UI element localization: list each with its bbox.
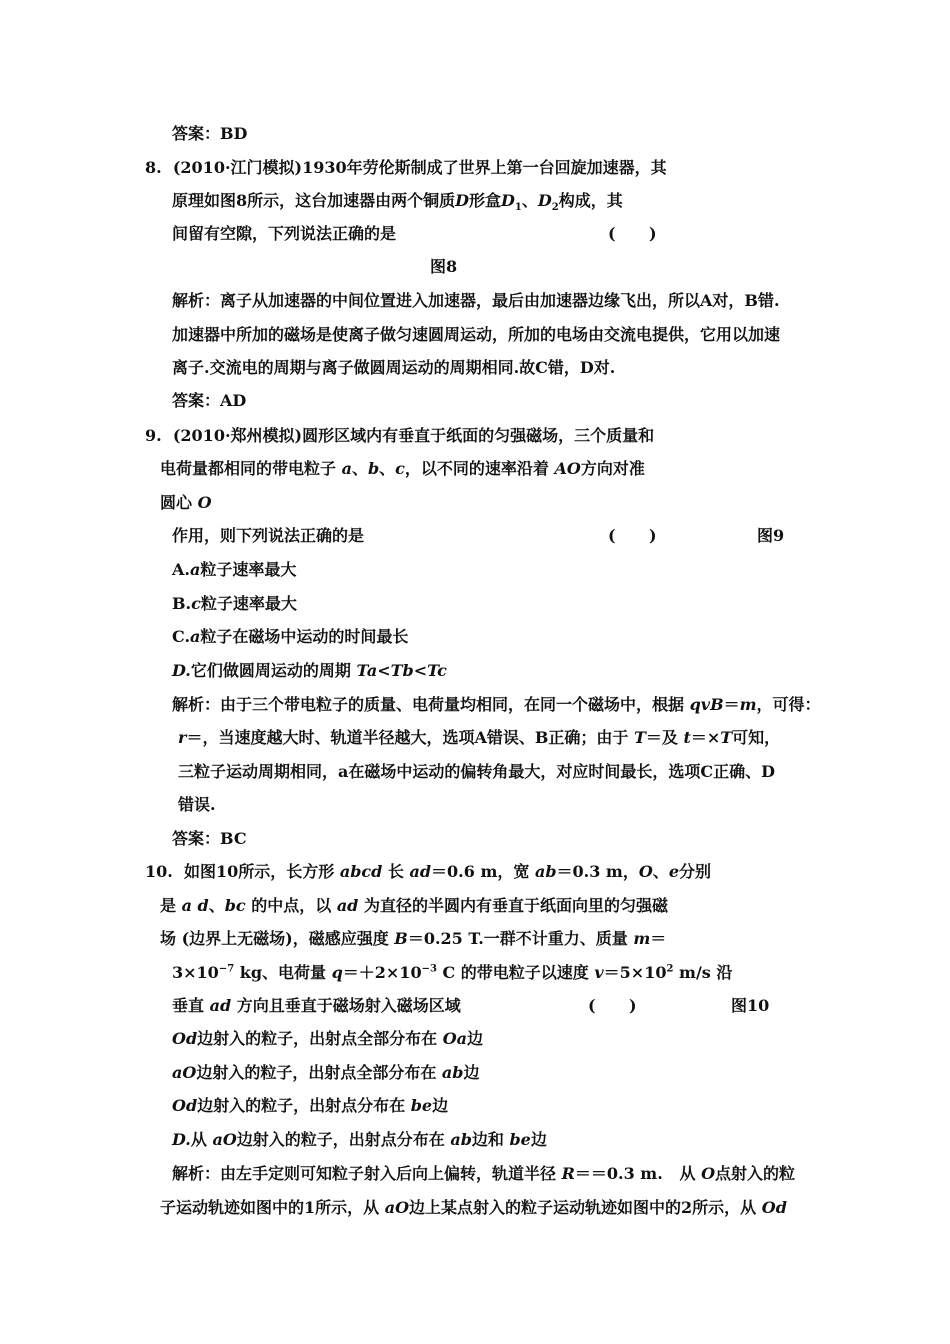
- q10-figure-label: 图10: [731, 996, 770, 1015]
- q10-option-a: Od边射入的粒子，出射点全部分布在 Oa边: [172, 1029, 484, 1048]
- q8-stem-line3: 间留有空隙，下列说法正确的是: [172, 224, 397, 243]
- q8-answer-paren: ( ): [608, 224, 657, 243]
- answer-prev: 答案：BD: [172, 124, 248, 143]
- q8-analysis-line3: 离子.交流电的周期与离子做圆周运动的周期相同.故C错，D对.: [172, 358, 616, 377]
- q10-option-b: aO边射入的粒子，出射点全部分布在 ab边: [172, 1063, 480, 1082]
- q8-analysis-line2: 加速器中所加的磁场是使离子做匀速圆周运动，所加的电场由交流电提供，它用以加速: [172, 325, 781, 344]
- q9-stem-line1: 9. (2010·郑州模拟)圆形区域内有垂直于纸面的匀强磁场，三个质量和: [145, 426, 655, 445]
- q8-answer: 答案：AD: [172, 391, 247, 410]
- q10-stem-line4: $3\times 10^{-7}$ kg、电荷量 $q=+2\times 10^{-3}$ C 的带电粒子以速度 $v=5\times 10^2$ m/s 沿: [172, 963, 733, 982]
- q9-analysis-line4: 错误.: [178, 795, 216, 814]
- q9-option-a: A.a粒子速率最大: [172, 560, 297, 579]
- q9-stem-line3: 圆心 O: [160, 493, 212, 512]
- q9-analysis-line3: 三粒子运动周期相同，a在磁场中运动的偏转角最大，对应时间最长，选项C正确、D: [178, 762, 775, 781]
- q9-analysis-line2: r＝，当速度越大时、轨道半径越大，选项A错误、B正确；由于 T＝及 t＝×T可知，: [178, 728, 781, 747]
- q9-answer-paren: ( ): [608, 526, 657, 545]
- q9-answer: 答案：BC: [172, 829, 247, 848]
- q9-option-b: B.c粒子速率最大: [172, 594, 297, 613]
- q8-analysis-line1: 解析：离子从加速器的中间位置进入加速器，最后由加速器边缘飞出，所以A对，B错.: [172, 291, 780, 310]
- q8-figure-label: 图8: [430, 257, 458, 276]
- q10-stem-line1: 10. 如图10所示，长方形 abcd 长 ad＝0.6 m，宽 ab＝0.3 m，O、e分别: [145, 862, 712, 881]
- q10-stem-line3: 场 (边界上无磁场)，磁感应强度 B＝0.25 T.一群不计重力、质量 m＝: [160, 929, 667, 948]
- q9-option-c: C.a粒子在磁场中运动的时间最长: [172, 627, 409, 646]
- q10-option-c: Od边射入的粒子，出射点分布在 be边: [172, 1096, 449, 1115]
- q8-stem-line2: 原理如图8所示，这台加速器由两个铜质D形盒$D_1$、$D_2$构成，其: [172, 191, 623, 214]
- q9-analysis-line1: 解析：由于三个带电粒子的质量、电荷量均相同，在同一个磁场中，根据 qvB＝m，可得：: [172, 695, 821, 714]
- q10-answer-paren: ( ): [588, 996, 637, 1015]
- q10-option-d: D.从 aO边射入的粒子，出射点分布在 ab边和 be边: [172, 1130, 547, 1149]
- q9-stem-line2: 电荷量都相同的带电粒子 a、b、c，以不同的速率沿着 AO方向对准: [160, 459, 645, 478]
- q10-analysis-line1: 解析：由左手定则可知粒子射入后向上偏转，轨道半径 R＝＝0.3 m. 从 O点射入的粒: [172, 1164, 796, 1183]
- q9-figure-label: 图9: [757, 526, 785, 545]
- q9-option-d: D.它们做圆周运动的周期 Ta<Tb<Tc: [172, 661, 447, 680]
- q10-analysis-line2: 子运动轨迹如图中的1所示，从 aO边上某点射入的粒子运动轨迹如图中的2所示，从 Od: [160, 1198, 787, 1217]
- q10-stem-line5: 垂直 ad 方向且垂直于磁场射入磁场区域: [172, 996, 461, 1015]
- q10-stem-line2: 是 a d、bc 的中点，以 ad 为直径的半圆内有垂直于纸面向里的匀强磁: [160, 896, 668, 915]
- q8-stem-line1: 8. (2010·江门模拟)1930年劳伦斯制成了世界上第一台回旋加速器，其: [145, 158, 667, 177]
- q9-stem-line4: 作用，则下列说法正确的是: [172, 526, 365, 545]
